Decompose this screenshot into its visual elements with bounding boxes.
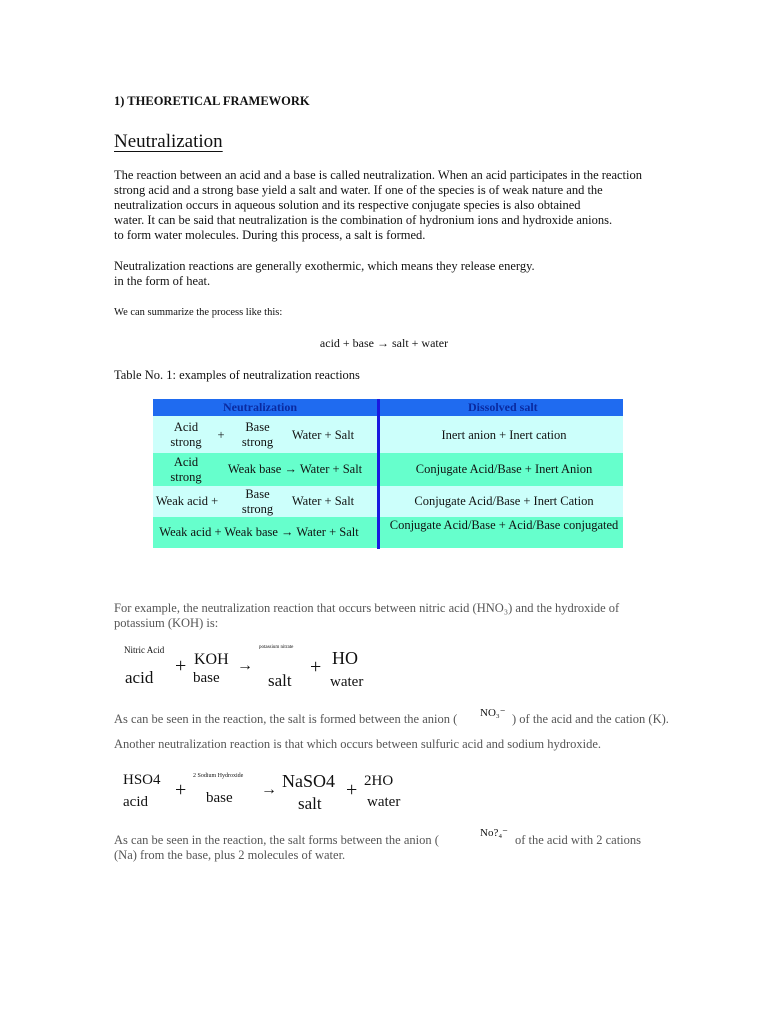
word-acid: acid xyxy=(123,794,148,810)
paragraph-line: to form water molecules. During this process, a salt is formed. xyxy=(114,228,426,242)
plus-sign: + xyxy=(310,656,322,678)
table-row xyxy=(153,416,623,453)
cell-acid: Weak acid + xyxy=(155,494,219,508)
paragraph-line: in the form of heat. xyxy=(114,274,211,288)
plus-sign: + xyxy=(175,655,187,677)
table-divider xyxy=(377,399,380,549)
plus-sign: + xyxy=(346,779,358,801)
cell-salt: Conjugate Acid/Base + Inert Anion xyxy=(415,462,593,476)
explanation-2-end: of the acid with 2 cations xyxy=(515,833,642,847)
anion-so4: No?₄⁻ xyxy=(480,827,508,839)
example1-paragraph xyxy=(114,601,619,631)
paragraph-line: For example, the neutralization reaction that occurs between nitric acid (HNO₃) and the hydroxide of xyxy=(114,601,620,615)
cell-base: Base strong xyxy=(241,420,274,449)
anion-no3: NO₃⁻ xyxy=(480,707,506,719)
label-potassium-nitrate: potassium nitrate xyxy=(259,645,294,650)
word-water: water xyxy=(367,794,401,810)
table-row xyxy=(153,517,623,548)
general-equation: acid + base → salt + water xyxy=(319,336,449,350)
label-nitric-acid: Nitric Acid xyxy=(124,645,165,655)
explanation-1-end: ) of the acid and the cation (K). xyxy=(512,712,669,726)
explanation-1: As can be seen in the reaction, the salt is formed between the anion ( xyxy=(114,712,458,726)
word-salt: salt xyxy=(298,794,322,813)
formula-2ho: 2HO xyxy=(364,773,394,789)
paragraph-line: Neutralization reactions are generally exothermic, which means they release energy. xyxy=(114,259,535,273)
intro-paragraph xyxy=(114,168,642,243)
formula-hso4: HSO4 xyxy=(123,772,161,788)
arrow: → xyxy=(237,657,253,674)
cell-plus: + xyxy=(217,428,225,442)
paragraph-line: neutralization occurs in aqueous solution and its respective conjugate species is also obtained xyxy=(114,198,581,212)
word-salt: salt xyxy=(268,671,292,690)
word-base: base xyxy=(206,790,233,806)
subtitle: Neutralization xyxy=(114,131,223,152)
summary-intro: We can summarize the process like this: xyxy=(114,307,283,318)
formula-naso4: NaSO4 xyxy=(282,771,335,791)
cell-salt: Inert anion + Inert cation xyxy=(441,428,567,442)
cell-acid: Acid strong xyxy=(170,420,202,449)
cell-products: Water + Salt xyxy=(291,494,355,508)
word-acid: acid xyxy=(125,668,154,687)
arrow: → xyxy=(261,781,277,798)
cell-base: Base strong xyxy=(241,487,274,516)
cell-reaction: Weak base → Water + Salt xyxy=(227,462,363,476)
cell-acid: Acid strong xyxy=(170,455,202,484)
table-header xyxy=(153,399,623,416)
formula-koh: KOH xyxy=(194,651,229,668)
table-row xyxy=(153,486,623,517)
table-caption: Table No. 1: examples of neutralization reactions xyxy=(114,368,360,382)
cell-products: Water + Salt xyxy=(291,428,355,442)
section-title: 1) THEORETICAL FRAMEWORK xyxy=(114,94,310,108)
header-neutralization: Neutralization xyxy=(223,400,297,414)
plus-sign: + xyxy=(175,779,187,801)
label-sodium-hydroxide: 2 Sodium Hydroxide xyxy=(193,773,244,779)
paragraph-line: water. It can be said that neutralization is the combination of hydronium ions and hydroxide anions. xyxy=(114,213,613,227)
word-water: water xyxy=(330,674,364,690)
paragraph-line: strong acid and a strong base yield a salt and water. If one of the species is of weak nature and the xyxy=(114,183,603,197)
paragraph-line: The reaction between an acid and a base is called neutralization. When an acid participates in the reaction xyxy=(114,168,642,182)
formula-ho: HO xyxy=(332,648,358,668)
cell-salt: Conjugate Acid/Base + Inert Cation xyxy=(414,494,594,508)
example2-paragraph: Another neutralization reaction is that which occurs between sulfuric acid and sodium hydroxide. xyxy=(114,737,601,751)
explanation-2-line2: (Na) from the base, plus 2 molecules of water. xyxy=(114,848,346,862)
table-row xyxy=(153,453,623,486)
header-dissolved-salt: Dissolved salt xyxy=(468,400,538,414)
cell-salt: Conjugate Acid/Base + Acid/Base conjugated xyxy=(389,518,619,532)
cell-reaction: Weak acid + Weak base → Water + Salt xyxy=(159,525,359,539)
word-base: base xyxy=(193,670,220,686)
exothermic-paragraph xyxy=(114,259,535,289)
paragraph-line: potassium (KOH) is: xyxy=(114,616,219,630)
explanation-2: As can be seen in the reaction, the salt forms between the anion ( xyxy=(114,833,439,847)
